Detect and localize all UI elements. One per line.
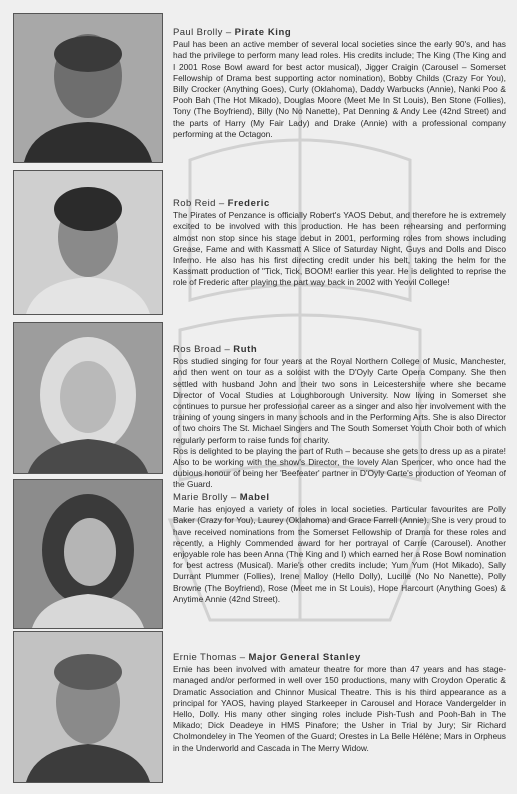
bio-paragraph: Paul has been an active member of several local societies since the early 90's, and has had the privilege to perform many lead roles. His credits include; The King (The King and I 2001 Rose Bowl award for best actor musical), Jigger Craigin (Carousel – Somerset Fellowship of Drama best supporting actor nomination), Bobby Childs (Crazy For You), Billy Crocker (Anything Goes), Curly (Oklahoma), Daddy Warbucks (Annie), Nanki Poo & Pooh Bah (The Hot Mikado), Douglas Moore (Meet Me In St Louis), Ben Stone (Follies), Tony (The Boyfriend), Billy (No No Nanette), Pat Denning & Andy Lee (42nd Street) and the parts of Harry (My Fair Lady) and Drake (Annie) with a professional company performing at the Octagon. xyxy=(173,39,506,139)
actor-name: Marie Brolly xyxy=(173,492,228,503)
bio-paragraph: Ros is delighted to be playing the part of Ruth – because she gets to dress up as a pirate! Also to be working with the show's Director, the lovely Alan Spencer, who once had the dubious honour of being her 'Beefeater' partner in D'Oyly Carte's production of Yeoman of the Guard. xyxy=(173,445,506,490)
portrait-photo xyxy=(13,631,163,783)
bio-paragraph: Ros studied singing for four years at the Royal Northern College of Music, Manchester, and then went on tour as a soloist with the D'Oyly Carte Opera Company. She then settled with husband John and their two sons in Leicestershire where she became Director of Vocal Studies at Loughborough University. Now living in Somerset she continues to pursue her professional career as a singer and also her involvement with the training of young singers in many schools and in the Performing Arts. She is also Director of two choirs The St. Michael Singers and The South Somerset Youth Choir both of which regularly perform to raise funds for charity. xyxy=(173,356,506,445)
bio-paragraph: Ernie has been involved with amateur theatre for more than 47 years and has stage-managed and/or performed in well over 150 productions, many with Croydon Operatic & Dramatic Association and Chinnor Musical Theatre. This is his third appearance as a principal for YAOS, having played Starkeeper in Carousel and Horace Vandergelder in Hello, Dolly. His many other singing roles include Pish-Tush and Pooh-Bah in The Mikado; Dick Deadeye in HMS Pinafore; the Usher in Trial by Jury; Sir Richard Cholmondeley in The Yeomen of the Guard; Orestes in La Belle Hélène; Mars in Orpheus in the Underworld and Cascada in The Merry Widow. xyxy=(173,664,506,753)
actor-name: Paul Brolly xyxy=(173,27,223,38)
actor-name: Ernie Thomas xyxy=(173,652,237,663)
actor-name: Ros Broad xyxy=(173,344,222,355)
name-heading: Paul Brolly – Pirate King xyxy=(173,27,292,38)
bio-paragraph: Marie has enjoyed a variety of roles in local societies. Particular favourites are Polly Baker (Crazy for You), Laurey (Oklahoma) and Grace Farrell (Annie). She is very proud to have received nominations from the Somerset Fellowship of Drama for these roles and recently, a Highly Commended award for her portrayal of Carrie (Carousel). Another enjoyable role has been Anna (The King and I) which earned her a Rose Bowl nomination for best actress (Musical). Marie's other credits include; Yum Yum (Hot Mikado), Sally Durrant Plummer (Follies), Irene Malloy (Hello Dolly), Lucille (No No Nanette), Polly Browne (The Boyfriend), Rose (Meet me in St Louis), Hope Harcourt (Anything Goes) & Anytime Annie (42nd Street). xyxy=(173,504,506,604)
actor-name: Rob Reid xyxy=(173,198,216,209)
role-name: Ruth xyxy=(233,344,258,355)
name-heading: Ernie Thomas – Major General Stanley xyxy=(173,652,361,663)
name-heading: Marie Brolly – Mabel xyxy=(173,492,270,503)
portrait-photo xyxy=(13,170,163,315)
portrait-photo xyxy=(13,13,163,163)
bio-paragraph: The Pirates of Penzance is officially Robert's YAOS Debut, and therefore he is extremely excited to be involved with this production. He has been rehearsing and performing almost non stop since his stage debut in 2001, performing roles from shows including Grease, Fame and with Kassmatt A Slice of Saturday Night, Guys and Dolls and Disco Inferno. He also has his first directing credit under his belt, taking the helm for the Kassmatt production of "Tick, Tick, BOOM! earlier this year. He is delighted to reprise the role of Frederic after playing the part way back in 2002 with Yeovil College! xyxy=(173,210,506,288)
name-heading: Rob Reid – Frederic xyxy=(173,198,270,209)
name-heading: Ros Broad – Ruth xyxy=(173,344,258,355)
role-name: Pirate King xyxy=(234,27,292,38)
role-name: Frederic xyxy=(227,198,270,209)
portrait-photo xyxy=(13,322,163,474)
portrait-photo xyxy=(13,479,163,629)
role-name: Major General Stanley xyxy=(248,652,361,663)
role-name: Mabel xyxy=(239,492,270,503)
